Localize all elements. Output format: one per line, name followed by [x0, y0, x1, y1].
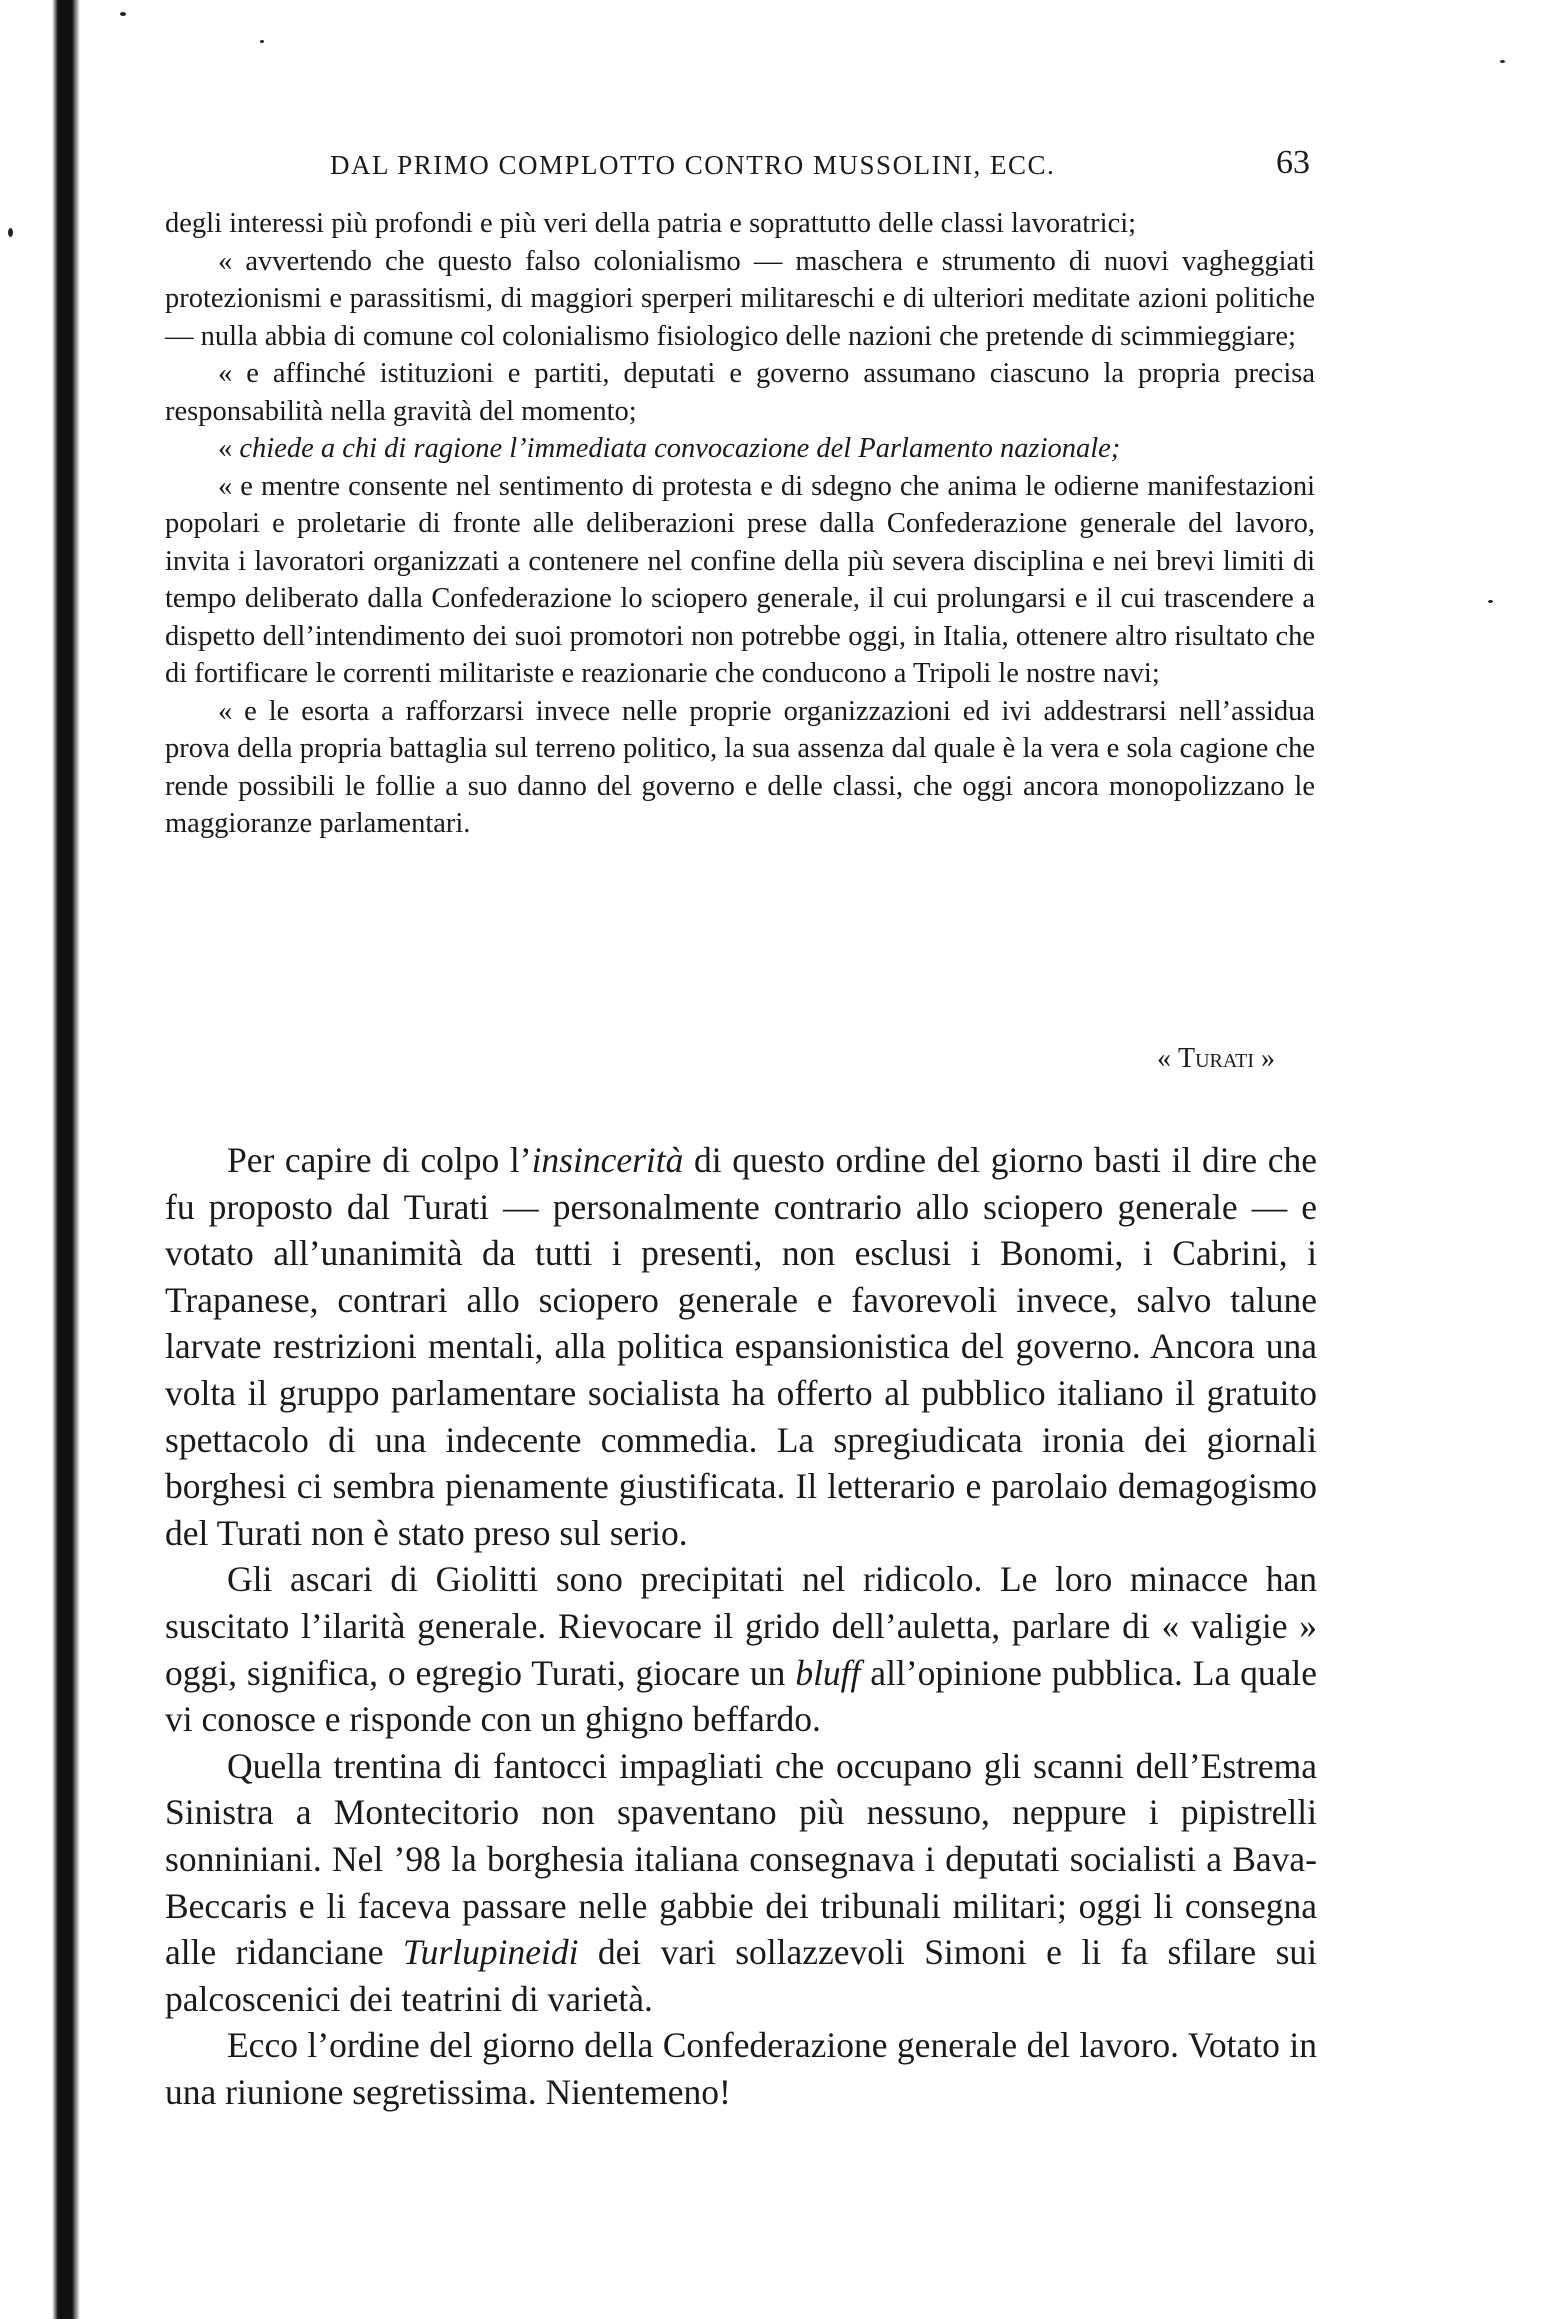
- body-paragraph: Ecco l’ordine del giorno della Confederazione generale del lavoro. Votato in una riunione segretissima. Nientemeno!: [165, 2025, 1317, 2112]
- signature-close-mark: »: [1254, 1043, 1275, 1074]
- signature-open-mark: «: [1157, 1043, 1178, 1074]
- page-number: 63: [1276, 144, 1310, 181]
- signature-name: Turati: [1178, 1043, 1254, 1074]
- quote-paragraph: « e le esorta a rafforzarsi invece nelle proprie organizzazioni ed ivi addestrarsi nell’assidua prova della propria battaglia sul terreno politico, la sua assenza dal quale è la vera e sola cagione che rende possibili le follie a suo danno del governo e delle classi, che oggi ancora monopolizzano le maggioranze parlamentari.: [165, 695, 1315, 839]
- quote-italic-demand: chiede a chi di ragione l’immediata convocazione del Parlamento nazionale;: [239, 433, 1121, 464]
- scan-speck: [1500, 60, 1505, 63]
- running-title: DAL PRIMO COMPLOTTO CONTRO MUSSOLINI, ECC.: [330, 150, 1056, 180]
- quote-paragraph: degli interessi più profondi e più veri della patria e soprattutto delle classi lavoratrici;: [165, 208, 1137, 239]
- body-text-run: all’opinione pubblica. La quale vi conosce e risponde con un ghigno beffardo.: [165, 1652, 1317, 1740]
- scan-speck: [260, 40, 264, 43]
- quoted-resolution: [165, 205, 1315, 843]
- scan-speck: [120, 12, 126, 16]
- body-text-run: dei vari sollazzevoli Simoni e li fa sfilare sui palcoscenici dei teatrini di varietà.: [165, 1932, 1317, 2019]
- body-text-run: Per capire di colpo l’: [227, 1140, 532, 1180]
- main-body-text: [165, 1137, 1317, 2115]
- body-text-run: Gli ascari di Giolitti sono precipitati nel ridicolo. Le loro minacce han suscitato l’ilarità generale. Rievocare il grido dell’auletta, parlare di « valigie » oggi, significa, o egregio Turati, giocare un: [165, 1559, 1317, 1693]
- quote-mark: «: [218, 433, 240, 464]
- body-paragraph: [165, 1743, 1317, 2023]
- body-text-run: di questo ordine del giorno basti il dire che fu proposto dal Turati — personalmente contrario allo sciopero generale — e votato all’unanimità da tutti i presenti, non esclusi i Bonomi, i Cabrini, i Trapanese, contrari allo sciopero generale e favorevoli invece, salvo talune larvate restrizioni mentali, alla politica espansionistica del governo. Ancora una volta il gruppo parlamentare socialista ha offerto al pubblico italiano il gratuito spettacolo di una indecente commedia. La spregiudicata ironia dei giornali borghesi ci sembra pienamente giustificata. Il letterario e parolaio demagogismo del Turati non è stato preso sul serio.: [165, 1140, 1317, 1553]
- scan-speck: [8, 228, 13, 237]
- body-paragraph: [165, 1137, 1317, 1556]
- scan-binding-edge: [0, 0, 80, 2319]
- quote-paragraph: « avvertendo che questo falso colonialismo — maschera e strumento di nuovi vagheggiati protezionismi e parassitismi, di maggiori sperperi militareschi e di ulteriori meditate azioni politiche — nulla abbia di comune col colonialismo fisiologico delle nazioni che pretende di scimmieggiare;: [165, 245, 1315, 352]
- quote-paragraph: « e affinché istituzioni e partiti, deputati e governo assumano ciascuno la propria precisa responsabilità nella gravità del momento;: [165, 358, 1315, 427]
- scan-speck: [1488, 600, 1493, 603]
- italic-term: bluff: [795, 1652, 861, 1693]
- italic-term: Turlupineidi: [402, 1932, 579, 1973]
- body-paragraph: [165, 1556, 1317, 1742]
- quote-signature: [1157, 1043, 1275, 1075]
- quote-paragraph: [165, 430, 1315, 468]
- body-text-run: Quella trentina di fantocci impagliati che occupano gli scanni dell’Estrema Sinistra a Montecitorio non spaventano più nessuno, neppure i pipistrelli sonniniani. Nel ’98 la borghesia italiana consegnava i deputati socialisti a Bava-Beccaris e li faceva passare nelle gabbie dei tribunali militari; oggi li consegna alle ridanciane: [165, 1745, 1317, 1973]
- page-header: [330, 144, 1310, 190]
- quote-paragraph: « e mentre consente nel sentimento di protesta e di sdegno che anima le odierne manifestazioni popolari e proletarie di fronte alle deliberazioni prese dalla Confederazione generale del lavoro, invita i lavoratori organizzati a contenere nel confine della più severa disciplina e nei brevi limiti di tempo deliberato dalla Confederazione lo sciopero generale, il cui prolungarsi e il cui trascendere a dispetto dell’intendimento dei suoi promotori non potrebbe oggi, in Italia, ottenere altro risultato che di fortificare le correnti militariste e reazionarie che conducono a Tripoli le nostre navi;: [165, 470, 1315, 689]
- italic-term: insincerità: [531, 1140, 684, 1180]
